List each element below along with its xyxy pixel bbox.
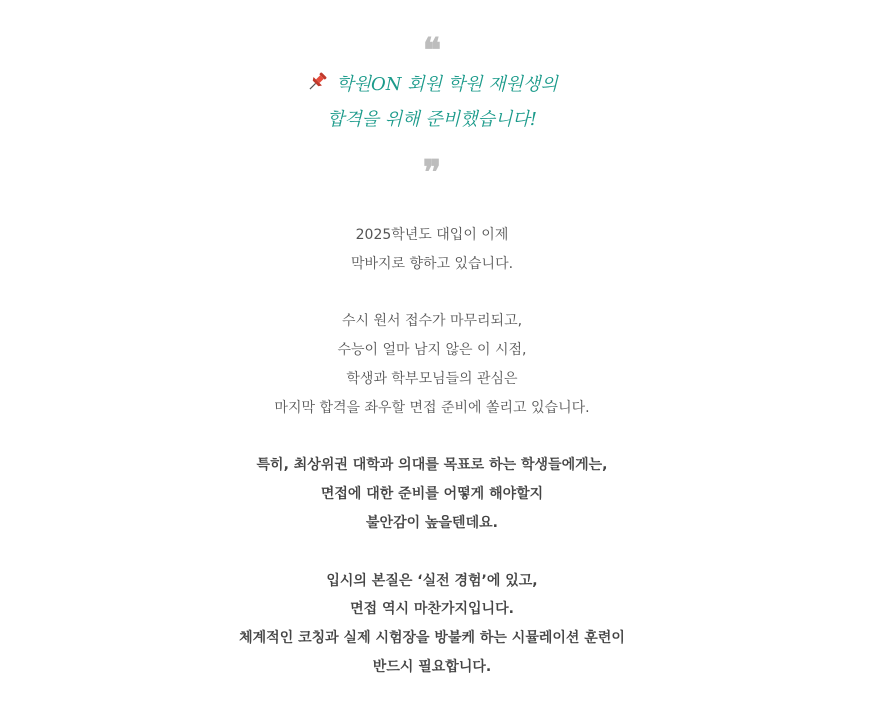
quote-headline-line-1 [0, 68, 864, 102]
open-quote-icon: ❝ [422, 31, 442, 71]
article-body [0, 221, 864, 711]
paragraph [0, 221, 864, 279]
paragraph [0, 567, 864, 682]
paragraph-line: 체계적인 코칭과 실제 시험장을 방불케 하는 시뮬레이션 훈련이 [239, 630, 625, 647]
paragraph-line: 면접에 대한 준비를 어떻게 해야할지 [320, 486, 544, 503]
paragraph-line: 막바지로 향하고 있습니다. [350, 255, 514, 272]
paragraph [0, 451, 864, 537]
quote-line-1-text: 학원ON 회원 학원 재원생의 [336, 74, 558, 95]
paragraph-line: 특히, 최상위권 대학과 의대를 목표로 하는 학생들에게는, [256, 457, 608, 474]
paragraph-line: 면접 역시 마찬가지입니다. [350, 601, 514, 618]
paragraph-line: 2025학년도 대입이 이제 [355, 227, 509, 243]
paragraph-line: 반드시 필요합니다. [372, 658, 492, 675]
paragraph-line: 수시 원서 접수가 마무리되고, [341, 313, 523, 330]
quote-headline-line-2: 합격을 위해 준비했습니다! [327, 109, 537, 130]
paragraph-line: 마지막 합격을 좌우할 면접 준비에 쏠리고 있습니다. [274, 399, 590, 416]
close-quote-icon: ❞ [422, 153, 442, 193]
paragraph-line: 불안감이 높을텐데요. [366, 514, 498, 531]
paragraph [0, 307, 864, 422]
paragraph-line: 수능이 얼마 남지 않은 이 시점, [337, 342, 527, 359]
pushpin-icon [306, 71, 328, 93]
paragraph-line: 학생과 학부모님들의 관심은 [346, 370, 518, 387]
paragraph-line: 입시의 본질은 ‘실전 경험’에 있고, [326, 572, 538, 589]
